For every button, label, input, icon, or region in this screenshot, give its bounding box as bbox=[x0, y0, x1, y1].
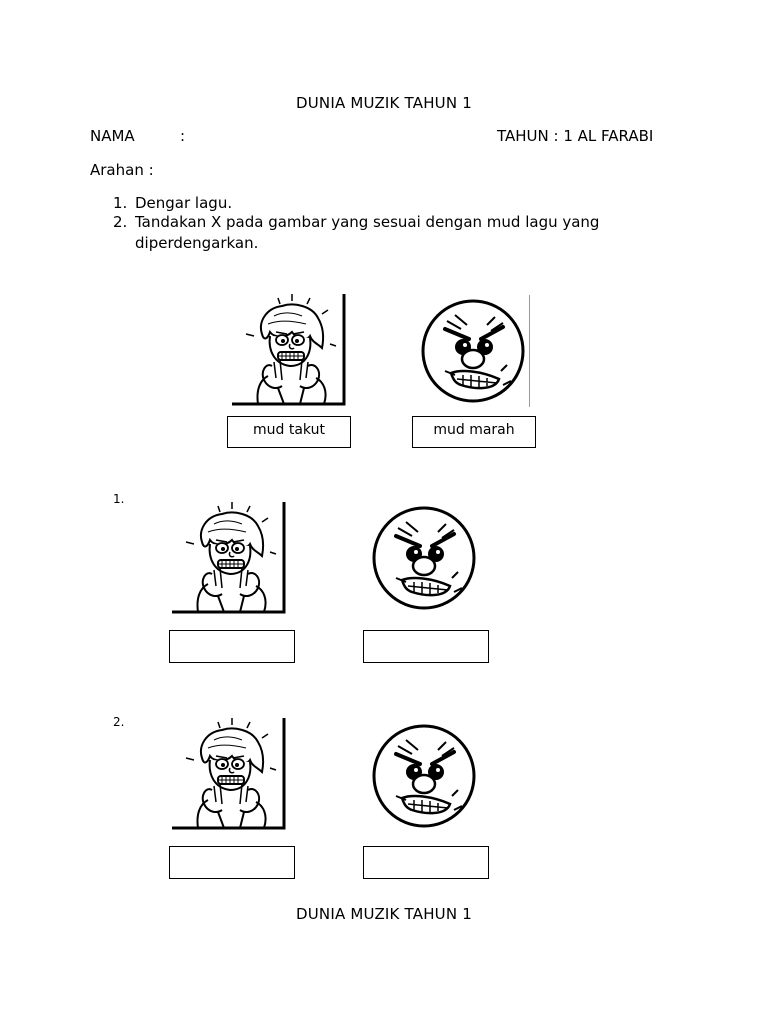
question-number: 2. bbox=[113, 715, 125, 729]
instruction-number: 1. bbox=[113, 194, 128, 212]
mood-scared-label: mud takut bbox=[227, 416, 351, 448]
angry-face-icon bbox=[372, 720, 482, 830]
scared-person-icon bbox=[172, 500, 292, 615]
instruction-text-continuation: diperdengarkan. bbox=[135, 234, 259, 252]
instructions-heading: Arahan : bbox=[90, 161, 154, 179]
class-label: TAHUN : 1 AL FARABI bbox=[497, 127, 654, 145]
instruction-item bbox=[113, 212, 599, 232]
instruction-item bbox=[113, 193, 232, 213]
answer-box-scared[interactable] bbox=[169, 846, 295, 879]
angry-face-icon bbox=[421, 295, 531, 405]
question-number: 1. bbox=[113, 492, 125, 506]
instruction-text: Dengar lagu. bbox=[135, 194, 233, 212]
angry-face-icon bbox=[372, 502, 482, 612]
divider bbox=[529, 295, 530, 407]
mood-angry-label: mud marah bbox=[412, 416, 536, 448]
scared-person-icon bbox=[232, 292, 352, 407]
footer-title: DUNIA MUZIK TAHUN 1 bbox=[295, 905, 472, 923]
answer-box-scared[interactable] bbox=[169, 630, 295, 663]
answer-box-angry[interactable] bbox=[363, 630, 489, 663]
name-colon: : bbox=[180, 127, 186, 145]
worksheet-title: DUNIA MUZIK TAHUN 1 bbox=[295, 94, 472, 112]
instruction-text: Tandakan X pada gambar yang sesuai dengan mud lagu yang bbox=[135, 213, 600, 231]
answer-box-angry[interactable] bbox=[363, 846, 489, 879]
name-label: NAMA bbox=[90, 127, 135, 145]
scared-person-icon bbox=[172, 716, 292, 831]
instruction-number: 2. bbox=[113, 213, 128, 231]
